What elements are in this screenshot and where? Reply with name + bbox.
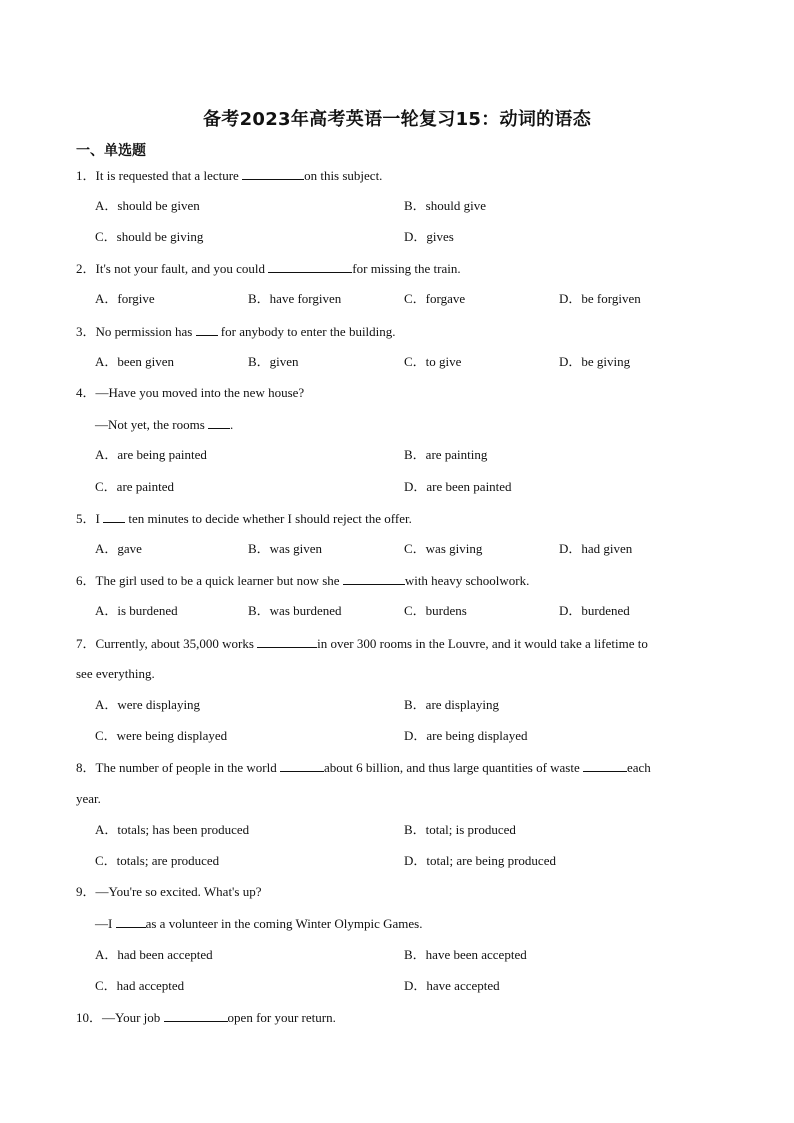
option-d: D．gives: [404, 229, 454, 244]
answer-blank: [583, 758, 627, 772]
option-d: D．total; are being produced: [404, 853, 556, 868]
option-a: A．were displaying: [95, 697, 201, 712]
option-c: C．to give: [404, 354, 462, 369]
question-text: each: [627, 760, 651, 775]
question-7-continued: see everything.: [76, 666, 155, 681]
option-c: C．were being displayed: [95, 728, 228, 743]
option-d: D．had given: [559, 541, 633, 556]
option-c: C．forgave: [404, 291, 466, 306]
options-5: [95, 540, 735, 558]
question-10: [76, 1008, 720, 1027]
option-b: B．given: [248, 354, 299, 369]
option-c: C．was giving: [404, 541, 483, 556]
answer-blank: [280, 758, 324, 772]
question-text: —Have you moved into the new house?: [95, 385, 305, 400]
options-7-row-1: [95, 696, 735, 714]
option-d: D．be giving: [559, 354, 631, 369]
options-6: [95, 602, 735, 620]
option-d: D．be forgiven: [559, 291, 641, 306]
question-8-continued: year.: [76, 791, 101, 806]
question-number: 5．: [76, 511, 96, 526]
option-c: C．should be giving: [95, 229, 204, 244]
answer-blank: [196, 322, 218, 336]
answer-blank: [116, 914, 146, 928]
question-number: 6．: [76, 573, 96, 588]
options-8-row-1: [95, 821, 735, 839]
question-number: 8．: [76, 760, 96, 775]
question-8: [76, 758, 720, 777]
question-text: No permission has: [95, 324, 196, 339]
options-4-row-1: [95, 446, 735, 464]
option-a: A．should be given: [95, 198, 200, 213]
question-number: 10．: [76, 1010, 103, 1025]
option-c: C．are painted: [95, 479, 175, 494]
question-text: for anybody to enter the building.: [217, 324, 396, 339]
question-3: [76, 322, 720, 341]
option-c: C．had accepted: [95, 978, 185, 993]
question-4-reply: [95, 415, 739, 434]
question-2: [76, 259, 720, 278]
question-text: The number of people in the world: [95, 760, 280, 775]
option-b: B．was given: [248, 541, 323, 556]
answer-blank: [257, 634, 317, 648]
answer-blank: [343, 571, 405, 585]
question-number: 1．: [76, 168, 96, 183]
question-text: —Not yet, the rooms: [95, 417, 209, 432]
question-text: on this subject.: [304, 168, 383, 183]
option-b: B．are displaying: [404, 697, 499, 712]
option-b: B．total; is produced: [404, 822, 516, 837]
option-c: C．burdens: [404, 603, 467, 618]
question-5: [76, 509, 720, 528]
answer-blank: [242, 166, 304, 180]
answer-blank: [208, 415, 230, 429]
options-1-row-1: [95, 197, 735, 215]
option-b: B．should give: [404, 198, 486, 213]
option-b: B．have been accepted: [404, 947, 527, 962]
question-7: [76, 634, 720, 653]
option-b: B．have forgiven: [248, 291, 342, 306]
question-text: It's not your fault, and you could: [95, 261, 269, 276]
question-text: I: [95, 511, 104, 526]
question-text: about 6 billion, and thus large quantities of waste: [324, 760, 583, 775]
option-a: A．had been accepted: [95, 947, 213, 962]
question-text: .: [230, 417, 234, 432]
options-1-row-2: [95, 228, 735, 246]
option-b: B．was burdened: [248, 603, 342, 618]
question-number: 3．: [76, 324, 96, 339]
question-number: 2．: [76, 261, 96, 276]
option-a: A．forgive: [95, 291, 155, 306]
question-text: for missing the train.: [352, 261, 461, 276]
question-text: open for your return.: [227, 1010, 336, 1025]
question-text: —I: [95, 916, 116, 931]
option-b: B．are painting: [404, 447, 488, 462]
question-number: 7．: [76, 636, 96, 651]
question-text: with heavy schoolwork.: [404, 573, 530, 588]
option-d: D．burdened: [559, 603, 630, 618]
page-title: 备考2023年高考英语一轮复习15：动词的语态: [202, 109, 592, 130]
question-4: [76, 384, 720, 402]
option-a: A．is burdened: [95, 603, 178, 618]
options-9-row-2: [95, 977, 735, 995]
question-text: ten minutes to decide whether I should reject the offer.: [125, 511, 412, 526]
option-a: A．totals; has been produced: [95, 822, 250, 837]
options-2: [95, 290, 735, 308]
question-text: It is requested that a lecture: [95, 168, 243, 183]
answer-blank: [164, 1008, 228, 1022]
options-3: [95, 353, 735, 371]
option-a: A．are being painted: [95, 447, 207, 462]
answer-blank: [103, 509, 125, 523]
options-4-row-2: [95, 478, 735, 496]
question-9: [76, 883, 720, 901]
question-text: The girl used to be a quick learner but now she: [95, 573, 343, 588]
question-text: Currently, about 35,000 works: [95, 636, 258, 651]
options-9-row-1: [95, 946, 735, 964]
question-9-reply: [95, 914, 739, 933]
section-heading: 一、单选题: [76, 143, 146, 159]
answer-blank: [268, 259, 352, 273]
question-text: —You're so excited. What's up?: [95, 884, 262, 899]
question-text: —Your job: [102, 1010, 164, 1025]
option-d: D．are been painted: [404, 479, 512, 494]
question-number: 4．: [76, 385, 96, 400]
question-text: as a volunteer in the coming Winter Olympic Games.: [145, 916, 423, 931]
options-7-row-2: [95, 727, 735, 745]
option-a: A．gave: [95, 541, 142, 556]
question-6: [76, 571, 720, 590]
options-8-row-2: [95, 852, 735, 870]
option-c: C．totals; are produced: [95, 853, 220, 868]
option-d: D．have accepted: [404, 978, 500, 993]
question-1: [76, 166, 720, 185]
option-a: A．been given: [95, 354, 175, 369]
question-text: in over 300 rooms in the Louvre, and it would take a lifetime to: [317, 636, 648, 651]
question-number: 9．: [76, 884, 96, 899]
option-d: D．are being displayed: [404, 728, 528, 743]
